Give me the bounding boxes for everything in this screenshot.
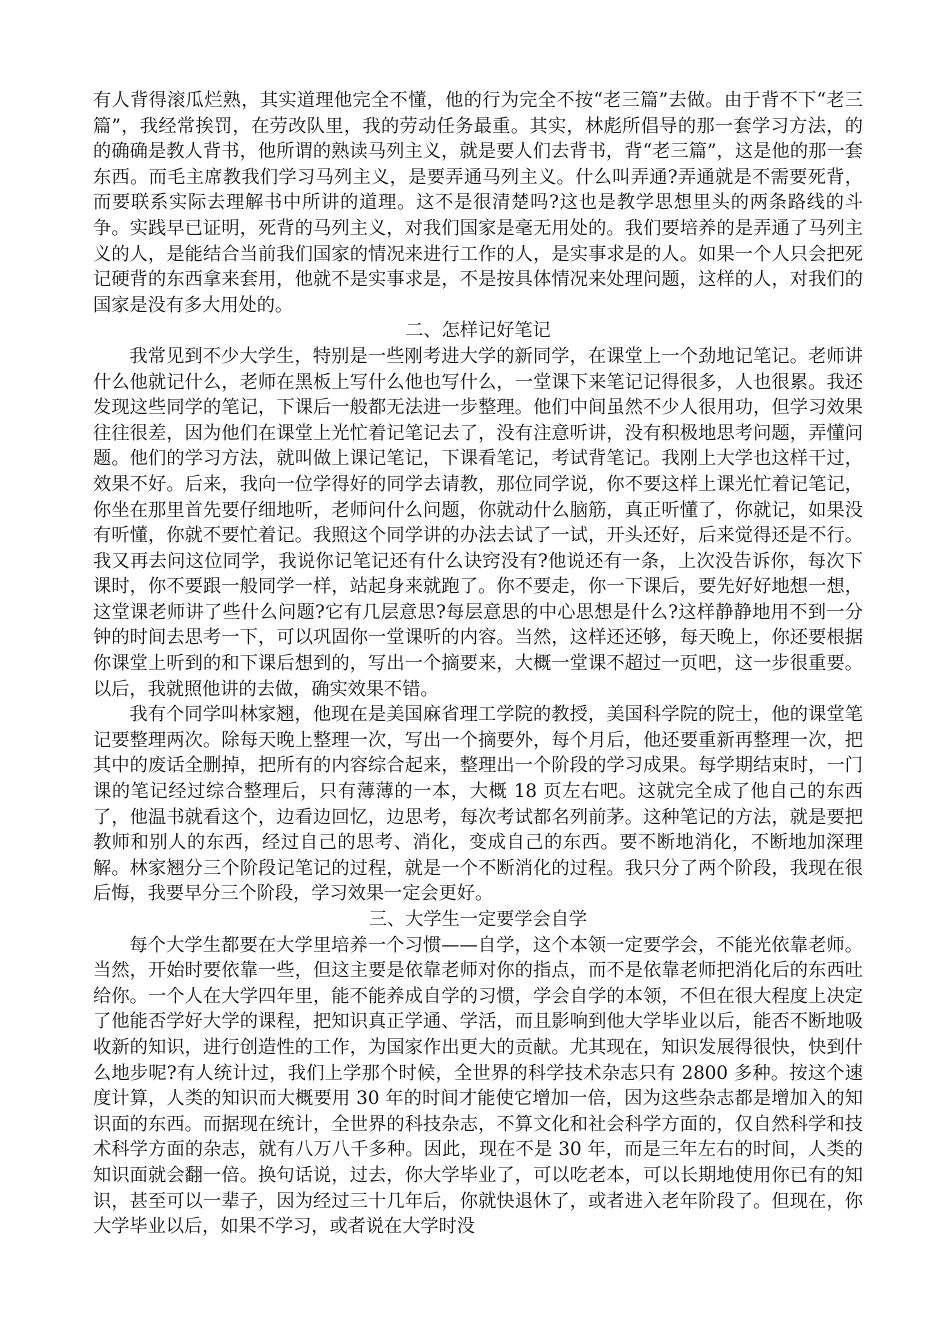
section-heading-note-taking: 二、怎样记好笔记 — [405, 320, 551, 342]
paragraph-note-taking-1: 我常见到不少大学生，特别是一些刚考进大学的新同学，在课堂上一个劲地记笔记。老师讲什么他就记什么，老师在黑板上写什么他也写什么，一堂课下来笔记记得很多，人也很累。我还发现这些同学的笔记，下课后一般都无法进一步整理。他们中间虽然不少人很用功，但学习效果往往很差，因为他们在课堂上光忙着记笔记去了，没有注意听讲，没有积极地思考问题，弄懂问题。他们的学习方法，就叫做上课记笔记，下课看笔记，考试背笔记。我刚上大学也这样干过，效果不好。后来，我向一位学得好的同学去请教，那位同学说，你不要这样上课光忙着记笔记，你坐在那里首先要仔细地听，老师问什么问题，你就动什么脑筋，真正听懂了，你就记，如果没有听懂，你就不要忙着记。我照这个同学讲的办法去试了一试，开头还好，后来觉得还是不行。我又再去问这位同学，我说你记笔记还有什么诀窍没有?他说还有一条，上次没告诉你，每次下课时，你不要跟一般同学一样，站起身来就跑了。你不要走，你一下课后，要先好好地想一想，这堂课老师讲了些什么问题?它有几层意思?每层意思的中心思想是什么?这样静静地用不到一分钟的时间去思考一下，可以巩固你一堂课听的内容。当然，这样还还够，每天晚上，你还要根据你课堂上听到的和下课后想到的，写出一个摘要来，大概一堂课不超过一页吧，这一步很重要。以后，我就照他讲的去做，确实效果不错。 — [93, 345, 863, 700]
section-heading-self-study: 三、大学生一定要学会自学 — [368, 909, 588, 930]
continued-paragraph: 有人背得滚瓜烂熟，其实道理他完全不懂，他的行为完全不按“老三篇”去做。由于背不下“老三篇”，我经常挨罚，在劳改队里，我的劳动任务最重。其实，林彪所倡导的那一套学习方法，的的确确是教人背书，他所谓的熟读马列主义，就是要人们去背书，背“老三篇”，这是他的那一套东西。而毛主席教我们学习马列主义，是要弄通马列主义。什么叫弄通?弄通就是不需要死背，而要联系实际去理解书中所讲的道理。这不是很清楚吗?这也是教学思想里头的两条路线的斗争。实践早已证明，死背的马列主义，对我们国家是毫无用处的。我们要培养的是弄通了马列主义的人，是能结合当前我们国家的情况来进行工作的人，是实事求是的人。如果一个人只会把死记硬背的东西拿来套用，他就不是实事求是，不是按具体情况来处理问题，这样的人，对我们的国家是没有多大用处的。 — [93, 90, 863, 316]
paragraph-note-taking-2: 我有个同学叫林家翘，他现在是美国麻省理工学院的教授，美国科学院的院士，他的课堂笔记要整理两次。除每天晚上整理一次，写出一个摘要外，每个月后，他还要重新再整理一次，把其中的废话全删掉，把所有的内容综合起来，整理出一个阶段的学习成果。每学期结束时，一门课的笔记经过综合整理后，只有薄薄的一本，大概 18 页左右吧。这就完全成了他自己的东西了，他温书就看这个，边看边回忆，边思考，每次考试都名列前茅。这种笔记的方法，就是要把教师和别人的东西，经过自己的思考、消化，变成自己的东西。要不断地消化，不断地加深理解。林家翘分三个阶段记笔记的过程，就是一个不断消化的过程。我只分了两个阶段，我现在很后悔，我要早分三个阶段，学习效果一定会更好。 — [93, 704, 863, 905]
document-page — [93, 88, 863, 1240]
paragraph-self-study-1: 每个大学生都要在大学里培养一个习惯——自学，这个本领一定要学会，不能光依靠老师。当然，开始时要依靠一些，但这主要是依靠老师对你的指点，而不是依靠老师把消化后的东西吐给你。一个人在大学四年里，能不能养成自学的习惯，学会自学的本领，不但在很大程度上决定了他能否学好大学的课程，把知识真正学通、学活，而且影响到他大学毕业以后，能否不断地吸收新的知识，进行创造性的工作，为国家作出更大的贡献。尤其现在，知识发展得很快，快到什么地步呢?有人统计过，我们上学那个时候，全世界的科学技术杂志只有 2800 多种。按这个速度计算，人类的知识而大概要用 30 年的时间才能使它增加一倍，因为这些杂志都是增加入的知识面的东西。而据现在统计，全世界的科技杂志，不算文化和社会科学方面的，仅自然科学和技术科学方面的杂志，就有八万八千多种。因此，现在不是 30 年，而是三年左右的时间，人类的知识面就会翻一倍。换句话说，过去，你大学毕业了，可以吃老本，可以长期地使用你已有的知识，甚至可以一辈子，因为经过三十几年后，你就快退休了，或者进入老年阶段了。但现在，你大学毕业以后，如果不学习，或者说在大学时没 — [93, 934, 863, 1238]
